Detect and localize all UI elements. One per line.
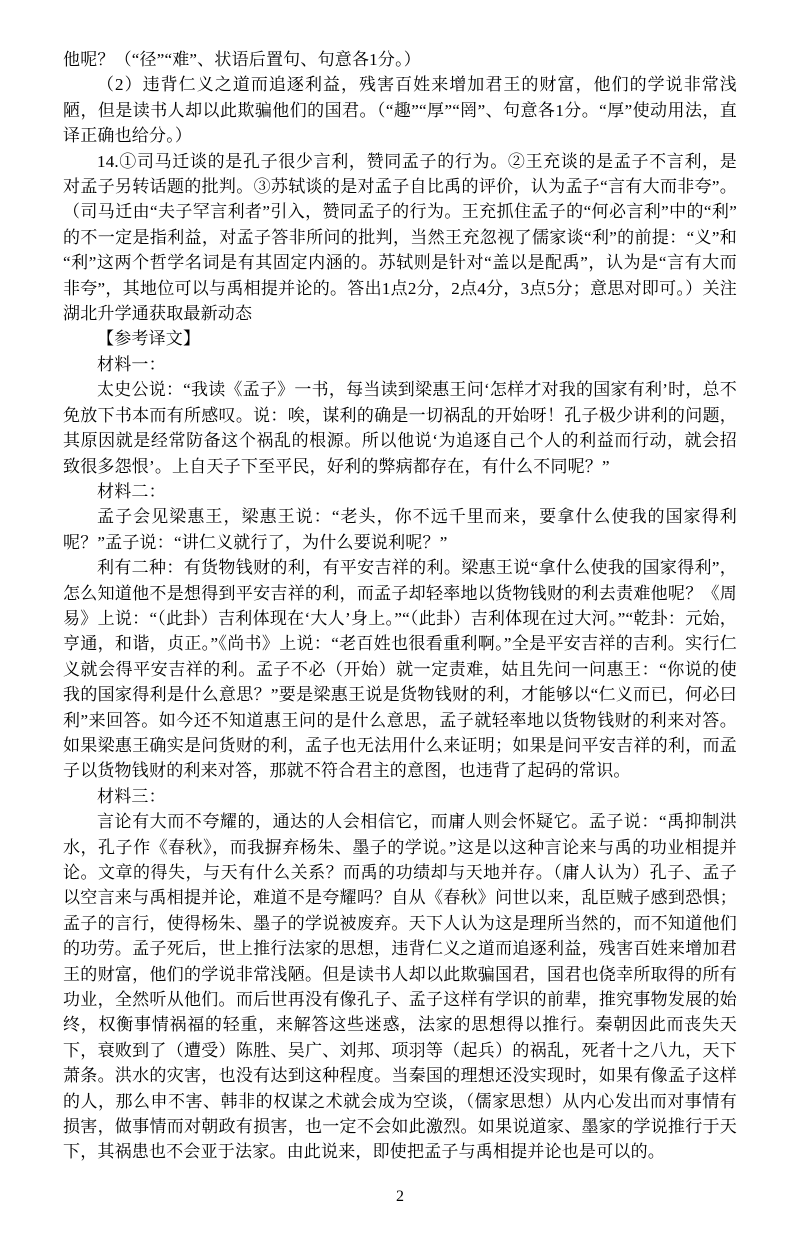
document-body [63,47,737,1165]
paragraph-continuation: 他呢？（“径”“难”、状语后置句、句意各1分。） [63,50,421,69]
paragraph-material-1-body: 太史公说：“我读《孟子》一书，每当读到梁惠王问‘怎样才对我的国家有利’时，总不免放下书本而有所感叹。说：唉，谋利的确是一切祸乱的开始呀！孔子极少讲利的问题，其原因就是经常防备这个祸乱的根源。所以他说‘为追逐自己个人的利益而行动，就会招致很多怨恨’。上自天子下至平民，好利的弊病都存在，有什么不同呢？” [63,380,737,476]
paragraph-material-2-body-1: 孟子会见梁惠王，梁惠王说：“老头，你不远千里而来，要拿什么使我的国家得利呢？”孟子说：“讲仁义就行了，为什么要说利呢？” [63,507,737,552]
paragraph-material-2-body-2: 利有二种：有货物钱财的利，有平安吉祥的利。梁惠王说“拿什么使我的国家得利”，怎么知道他不是想得到平安吉祥的利，而孟子却轻率地以货物钱财的利去责难他呢？《周易》上说：“（此卦）吉利体现在‘大人’身上。”“（此卦）吉利体现在过大河。”“乾卦：元始，亨通，和谐，贞正。”《尚书》上说：“老百姓也很看重利啊。”全是平安吉祥的吉利。实行仁义就会得平安吉祥的利。孟子不必（开始）就一定责难，姑且先问一问惠王：“你说的使我的国家得利是什么意思？”要是梁惠王说是货物钱财的利，才能够以“仁义而已，何必曰利”来回答。如今还不知道惠王问的是什么意思，孟子就轻率地以货物钱财的利来对答。如果梁惠王确实是问货财的利，孟子也无法用什么来证明；如果是问平安吉祥的利，而孟子以货物钱财的利来对答，那就不符合君主的意图，也违背了起码的常识。 [63,558,737,781]
heading-material-2: 材料二： [97,481,166,501]
heading-material-1: 材料一： [97,354,166,374]
heading-material-3: 材料三： [97,786,166,806]
paragraph-answer-2: （2）违背仁义之道而追逐利益，残害百姓来增加君王的财富，他们的学说非常浅陋，但是读书人却以此欺骗他们的国君。（“趣”“厚”“罔”、句意各1分。“厚”使动用法，直译正确也给分。） [63,75,737,146]
page-number: 2 [396,1188,404,1205]
paragraph-material-3-body: 言论有大而不夸耀的，通达的人会相信它，而庸人则会怀疑它。孟子说：“禹抑制洪水，孔子作《春秋》，而我摒弃杨朱、墨子的学说。”这是以这种言论来与禹的功业相提并论。文章的得失，与天有什么关系？而禹的功绩却与天地并存。（庸人认为）孔子、孟子以空言来与禹相提并论，难道不是夸耀吗？自从《春秋》问世以来，乱臣贼子感到恐惧；孟子的言行，使得杨朱、墨子的学说被废弃。天下人认为这是理所当然的，而不知道他们的功劳。孟子死后，世上推行法家的思想，违背仁义之道而追逐利益，残害百姓来增加君王的财富，他们的学说非常浅陋。但是读书人却以此欺骗国君，国君也侥幸所取得的所有功业，全然听从他们。而后世再没有像孔子、孟子这样有学识的前辈，推究事物发展的始终，权衡事情祸福的轻重，来解答这些迷惑，法家的思想得以推行。秦朝因此而丧失天下，衰败到了（遭受）陈胜、吴广、刘邦、项羽等（起兵）的祸乱，死者十之八九，天下萧条。洪水的灾害，也没有达到这种程度。当秦国的理想还没实现时，如果有像孟子这样的人，那么申不害、韩非的权谋之术就会成为空谈，（儒家思想）从内心发出而对事情有损害，做事情而对朝政有损害，也一定不会如此激烈。如果说道家、墨家的学说推行于天下，其祸患也不会亚于法家。由此说来，即使把孟子与禹相提并论也是可以的。 [63,812,737,1162]
paragraph-answer-14: 14.①司马迁谈的是孔子很少言利，赞同孟子的行为。②王充谈的是孟子不言利，是对孟子另转话题的批判。③苏轼谈的是对孟子自比禹的评价，认为孟子“言有大而非夸”。（司马迁由“夫子罕言利者”引入，赞同孟子的行为。王充抓住孟子的“何必言利”中的“利”的不一定是指利益，对孟子答非所问的批判，当然王充忽视了儒家谈“利”的前提：“义”和“利”这两个哲学名词是有其固定内涵的。苏轼则是针对“盖以是配禹”，认为是“言有大而非夸”，其地位可以与禹相提并论的。答出1点2分，2点4分，3点5分；意思对即可。）关注湖北升学通获取最新动态 [63,151,737,324]
heading-reference-translation: 【参考译文】 [97,329,201,349]
